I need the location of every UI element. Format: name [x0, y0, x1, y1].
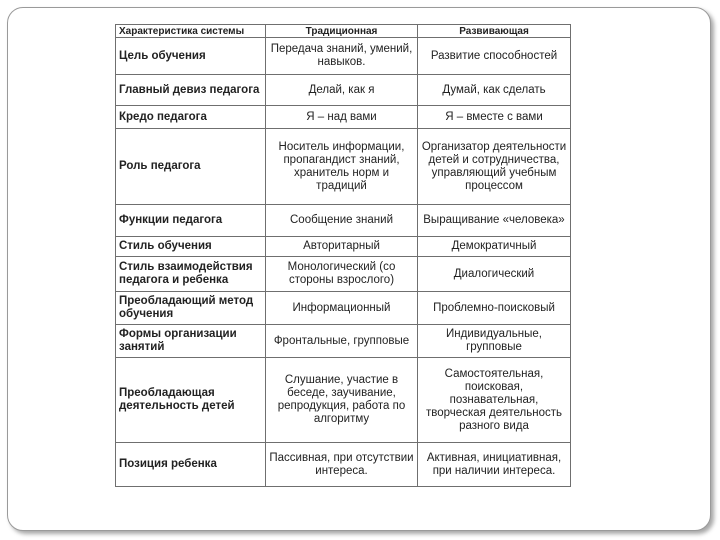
developing-cell: Проблемно-поисковый [418, 292, 571, 325]
table-row [116, 129, 571, 205]
traditional-cell: Я – над вами [266, 106, 418, 129]
header-traditional: Традиционная [266, 25, 418, 38]
developing-cell: Диалогический [418, 257, 571, 292]
traditional-cell: Фронтальные, групповые [266, 325, 418, 358]
header-developing: Развивающая [418, 25, 571, 38]
traditional-cell: Сообщение знаний [266, 205, 418, 237]
table-row [116, 325, 571, 358]
table-row [116, 443, 571, 487]
developing-cell: Я – вместе с вами [418, 106, 571, 129]
traditional-cell: Слушание, участие в беседе, заучивание, репродукция, работа по алгоритму [266, 358, 418, 443]
developing-cell: Организатор деятельности детей и сотрудничества, управляющий учебным процессом [418, 129, 571, 205]
row-label: Преобладающая деятельность детей [116, 358, 266, 443]
traditional-cell: Делай, как я [266, 75, 418, 106]
developing-cell: Развитие способностей [418, 38, 571, 75]
developing-cell: Активная, инициативная, при наличии интереса. [418, 443, 571, 487]
table-row [116, 38, 571, 75]
row-label: Позиция ребенка [116, 443, 266, 487]
comparison-table [115, 24, 571, 487]
row-label: Преобладающий метод обучения [116, 292, 266, 325]
row-label: Роль педагога [116, 129, 266, 205]
traditional-cell: Авторитарный [266, 237, 418, 257]
developing-cell: Демократичный [418, 237, 571, 257]
table-header-row [116, 25, 571, 38]
table-row [116, 292, 571, 325]
traditional-cell: Информационный [266, 292, 418, 325]
row-label: Главный девиз педагога [116, 75, 266, 106]
row-label: Цель обучения [116, 38, 266, 75]
table-row [116, 257, 571, 292]
traditional-cell: Монологический (со стороны взрослого) [266, 257, 418, 292]
table-row [116, 75, 571, 106]
traditional-cell: Носитель информации, пропагандист знаний, хранитель норм и традиций [266, 129, 418, 205]
table-row [116, 205, 571, 237]
traditional-cell: Пассивная, при отсутствии интереса. [266, 443, 418, 487]
developing-cell: Индивидуальные, групповые [418, 325, 571, 358]
developing-cell: Самостоятельная, поисковая, познавательная, творческая деятельность разного вида [418, 358, 571, 443]
traditional-cell: Передача знаний, умений, навыков. [266, 38, 418, 75]
row-label: Формы организации занятий [116, 325, 266, 358]
table-row [116, 358, 571, 443]
header-characteristic: Характеристика системы [116, 25, 266, 38]
developing-cell: Выращивание «человека» [418, 205, 571, 237]
table-row [116, 106, 571, 129]
row-label: Стиль обучения [116, 237, 266, 257]
row-label: Кредо педагога [116, 106, 266, 129]
row-label: Стиль взаимодействия педагога и ребенка [116, 257, 266, 292]
developing-cell: Думай, как сделать [418, 75, 571, 106]
row-label: Функции педагога [116, 205, 266, 237]
table-row [116, 237, 571, 257]
